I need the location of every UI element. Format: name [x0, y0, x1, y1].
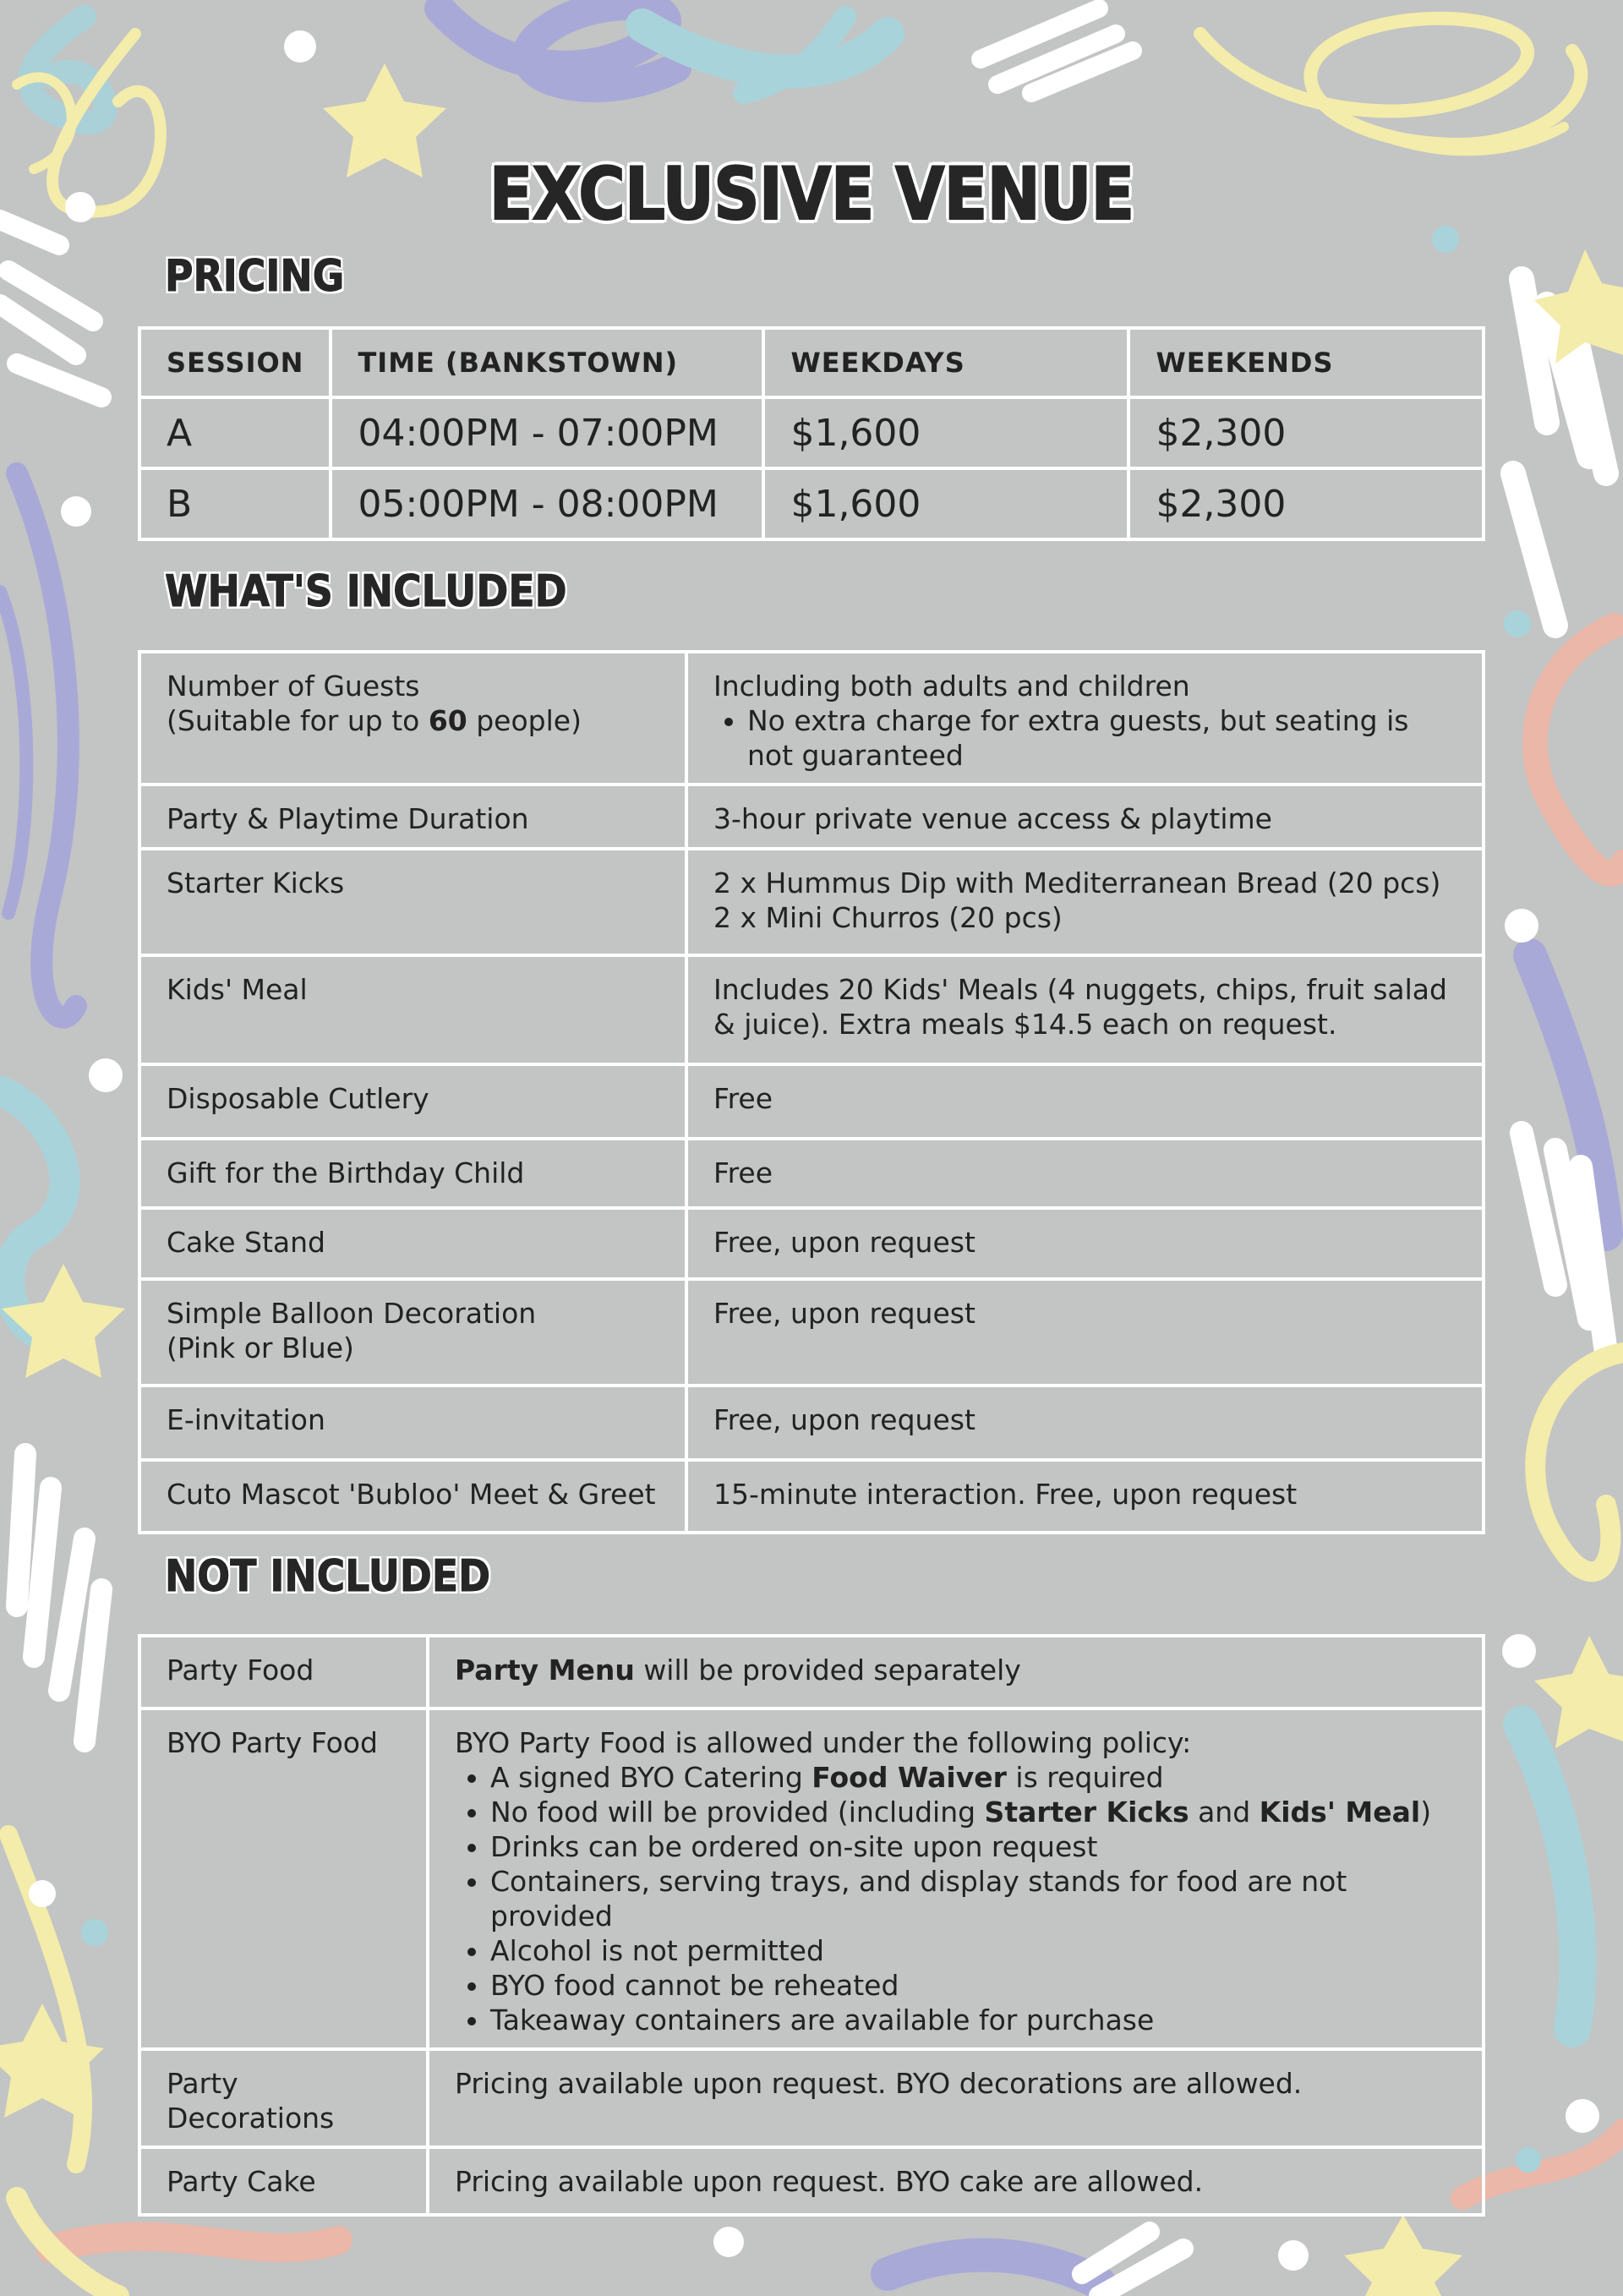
item-description: [686, 652, 1484, 784]
item-label: Starter Kicks: [139, 849, 686, 955]
table-row: [139, 849, 1484, 955]
starter-line-1: 2 x Hummus Dip with Mediterranean Bread (20 pcs): [713, 866, 1441, 899]
col-time: TIME (BANKSTOWN): [331, 328, 763, 397]
party-menu-link: Party Menu: [455, 1654, 635, 1686]
not-included-heading: NOT INCLUDED: [165, 1551, 491, 1602]
item-description: [428, 1636, 1484, 1708]
weekend-price-cell: $2,300: [1128, 468, 1484, 539]
pricing-table: [138, 326, 1485, 541]
item-label: [139, 1279, 686, 1386]
time-cell: 05:00PM - 08:00PM: [331, 468, 763, 539]
food-waiver-text: Food Waiver: [812, 1761, 1007, 1794]
item-description: Free: [686, 1139, 1484, 1208]
balloon-label: Simple Balloon Decoration: [167, 1297, 537, 1330]
table-row: [139, 2049, 1484, 2147]
not-included-table: [138, 1634, 1485, 2217]
item-description: 15-minute interaction. Free, upon request: [686, 1460, 1484, 1533]
item-label: Disposable Cutlery: [139, 1064, 686, 1139]
weekend-price-cell: $2,300: [1128, 397, 1484, 468]
list-item: • Takeaway containers are available for purchase: [490, 2003, 1461, 2037]
col-weekends: WEEKENDS: [1128, 328, 1484, 397]
table-row: [139, 784, 1484, 849]
item-label: Party Cake: [139, 2147, 428, 2215]
included-table: [138, 650, 1485, 1534]
starter-line-2: 2 x Mini Churros (20 pcs): [713, 901, 1063, 934]
table-row: [139, 1279, 1484, 1386]
list-item: • Containers, serving trays, and display stands for food are not provided: [490, 1864, 1461, 1933]
item-label: Cake Stand: [139, 1208, 686, 1279]
guests-label: Number of Guests: [167, 670, 420, 702]
item-label: Kids' Meal: [139, 955, 686, 1064]
item-description: Pricing available upon request. BYO decorations are allowed.: [428, 2049, 1484, 2147]
byo-policy-list: [455, 1760, 1461, 2037]
item-label: Cuto Mascot 'Bubloo' Meet & Greet: [139, 1460, 686, 1533]
table-row: [139, 652, 1484, 784]
col-session: SESSION: [139, 328, 331, 397]
list-item: • Drinks can be ordered on-site upon request: [490, 1829, 1461, 1864]
byo-b2-text: No food will be provided (including: [490, 1796, 985, 1829]
included-heading: WHAT'S INCLUDED: [165, 566, 567, 617]
item-label: Party Decorations: [139, 2049, 428, 2147]
item-label: Party Food: [139, 1636, 428, 1708]
table-row: [139, 1064, 1484, 1139]
table-row: [139, 397, 1484, 468]
guests-label-post: people): [467, 704, 582, 737]
time-cell: 04:00PM - 07:00PM: [331, 397, 763, 468]
byo-b2-mid: and: [1189, 1796, 1260, 1829]
guests-label-pre: (Suitable for up to: [167, 704, 429, 737]
weekday-price-cell: $1,600: [763, 397, 1128, 468]
list-item: • No extra charge for extra guests, but seating is not guaranteed: [747, 703, 1456, 773]
item-description: Free, upon request: [686, 1386, 1484, 1460]
table-row: [139, 955, 1484, 1064]
item-label: E-invitation: [139, 1386, 686, 1460]
table-row: [139, 1139, 1484, 1208]
list-item: [490, 1760, 1461, 1795]
item-description: [686, 849, 1484, 955]
item-description: Free, upon request: [686, 1208, 1484, 1279]
page-title: EXCLUSIVE VENUE: [489, 152, 1134, 237]
list-item: • BYO food cannot be reheated: [490, 1968, 1461, 2003]
pricing-heading: PRICING: [165, 251, 345, 302]
item-label: [139, 652, 686, 784]
guests-max: 60: [428, 704, 467, 737]
pricing-header-row: [139, 328, 1484, 397]
table-row: [139, 1636, 1484, 1708]
guests-desc: Including both adults and children: [713, 670, 1190, 702]
byo-b2-post: ): [1420, 1796, 1432, 1829]
table-row: [139, 1386, 1484, 1460]
table-row: [139, 1460, 1484, 1533]
col-weekdays: WEEKDAYS: [763, 328, 1128, 397]
guests-bullets: [713, 703, 1456, 773]
item-description: Includes 20 Kids' Meals (4 nuggets, chips, fruit salad & juice). Extra meals $14.5 each on request.: [686, 955, 1484, 1064]
table-row: [139, 468, 1484, 539]
session-cell: B: [139, 468, 331, 539]
byo-b1-text: A signed BYO Catering: [490, 1761, 812, 1794]
item-description: Free: [686, 1064, 1484, 1139]
kids-meal-text: Kids' Meal: [1259, 1796, 1421, 1829]
item-description: Pricing available upon request. BYO cake are allowed.: [428, 2147, 1484, 2215]
item-description: [428, 1708, 1484, 2049]
table-row: [139, 1708, 1484, 2049]
byo-intro: BYO Party Food is allowed under the following policy:: [455, 1726, 1192, 1759]
weekday-price-cell: $1,600: [763, 468, 1128, 539]
item-label: Party & Playtime Duration: [139, 784, 686, 849]
session-cell: A: [139, 397, 331, 468]
table-row: [139, 2147, 1484, 2215]
item-label: BYO Party Food: [139, 1708, 428, 2049]
starter-kicks-text: Starter Kicks: [984, 1796, 1189, 1829]
list-item: [490, 1795, 1461, 1829]
item-label: Gift for the Birthday Child: [139, 1139, 686, 1208]
list-item: • Alcohol is not permitted: [490, 1933, 1461, 1968]
balloon-label-sub: (Pink or Blue): [167, 1331, 354, 1364]
table-row: [139, 1208, 1484, 1279]
byo-b1-post: is required: [1006, 1761, 1164, 1794]
item-description: Free, upon request: [686, 1279, 1484, 1386]
item-description: 3-hour private venue access & playtime: [686, 784, 1484, 849]
party-food-desc: will be provided separately: [634, 1654, 1021, 1686]
